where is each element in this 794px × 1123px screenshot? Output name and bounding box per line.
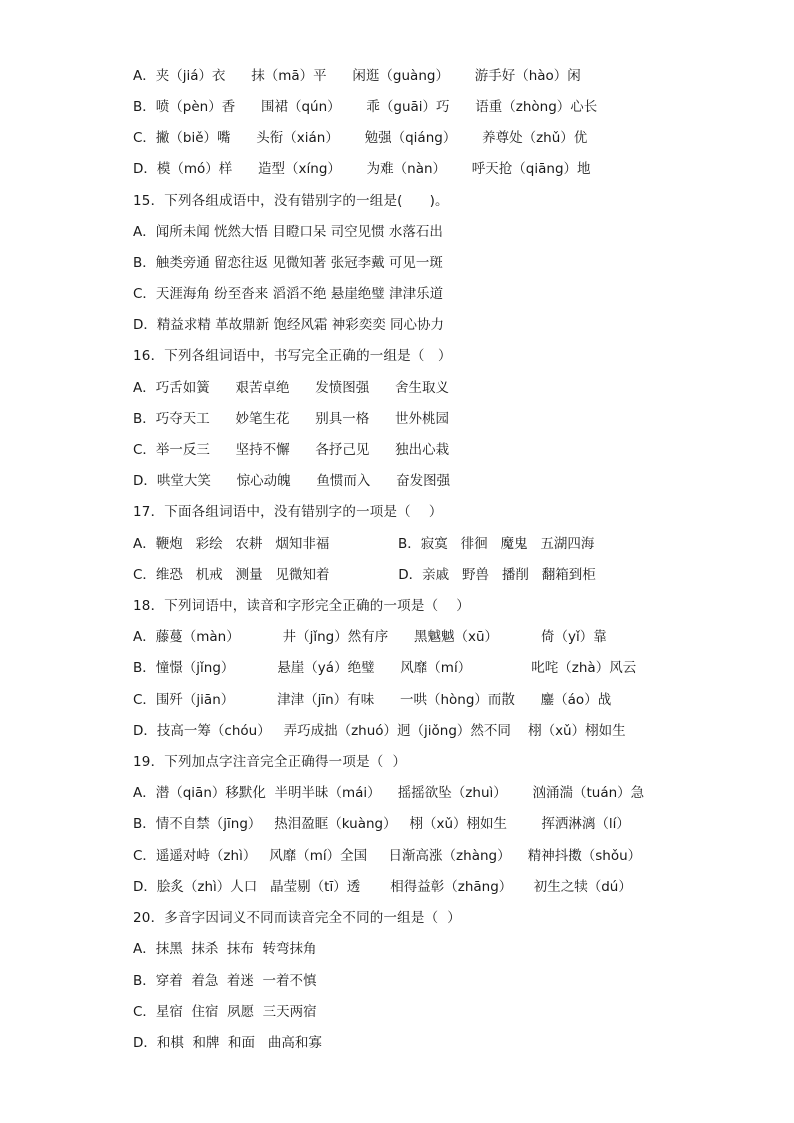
- question-20: 20．多音字因词义不同而读音完全不同的一组是（ ）: [133, 910, 461, 926]
- q19-option-c: C．遥遥对峙（zhì） 风靡（mí）全国 日渐高涨（zhàng） 精神抖擞（shǒu）: [133, 848, 642, 864]
- q19-option-a: A．潜（qiān）移默化 半明半昧（mái） 摇摇欲坠（zhuì） 汹涌湍（tuán）急: [133, 785, 645, 801]
- q16-option-d: D．哄堂大笑 惊心动魄 鱼惯而入 奋发图强: [133, 473, 451, 489]
- q20-option-b: B．穿着 着急 着迷 一着不慎: [133, 973, 317, 989]
- q15-option-d: D．精益求精 革故鼎新 饱经风霜 神彩奕奕 同心协力: [133, 317, 445, 333]
- q18-option-b: B．憧憬（jǐng） 悬崖（yá）绝璧 风靡（mí） 叱咤（zhà）风云: [133, 660, 637, 676]
- question-15: 15．下列各组成语中，没有错别字的一组是( )。: [133, 193, 449, 209]
- q19-option-b: B．情不自禁（jīng） 热泪盈眶（kuàng） 栩（xǔ）栩如生 挥洒淋漓（lí）: [133, 816, 630, 832]
- question-18: 18．下列词语中，读音和字形完全正确的一项是（ ）: [133, 598, 470, 614]
- q16-option-b: B．巧夺天工 妙笔生花 别具一格 世外桃园: [133, 411, 450, 427]
- q19-option-d: D．脍炙（zhì）人口 晶莹剔（tī）透 相得益彰（zhāng） 初生之犊（dú）: [133, 879, 632, 895]
- q15-option-c: C．天涯海角 纷至沓来 滔滔不绝 悬崖绝璧 津津乐道: [133, 286, 444, 302]
- q18-option-a: A．藤蔓（màn） 井（jǐng）然有序 黑魆魆（xū） 倚（yǐ）靠: [133, 629, 607, 645]
- q15-option-a: A．闻所未闻 恍然大悟 目瞪口呆 司空见惯 水落石出: [133, 224, 443, 240]
- q14-option-a: A．夹（jiá）衣 抹（mā）平 闲逛（guàng） 游手好（hào）闲: [133, 68, 581, 84]
- q14-option-d: D．模（mó）样 造型（xíng） 为难（nàn） 呼天抢（qiāng）地: [133, 161, 591, 177]
- question-16: 16．下列各组词语中，书写完全正确的一组是（ ）: [133, 348, 452, 364]
- q20-option-c: C．星宿 住宿 夙愿 三天两宿: [133, 1004, 317, 1020]
- q16-option-a: A．巧舌如簧 艰苦卓绝 发愤图强 舍生取义: [133, 380, 449, 396]
- q14-option-c: C．撇（biě）嘴 头衔（xián） 勉强（qiáng） 养尊处（zhǔ）优: [133, 130, 588, 146]
- question-17: 17．下面各组词语中，没有错别字的一项是（ ）: [133, 504, 443, 520]
- q17-options-ab: A．鞭炮 彩绘 农耕 烟知非福 B．寂寞 徘徊 魔鬼 五湖四海: [133, 536, 595, 552]
- q20-option-a: A．抹黑 抹杀 抹布 转弯抹角: [133, 941, 317, 957]
- question-19: 19．下列加点字注音完全正确得一项是（ ）: [133, 754, 407, 770]
- q16-option-c: C．举一反三 坚持不懈 各抒己见 独出心栽: [133, 442, 450, 458]
- q15-option-b: B．触类旁通 留恋往返 见微知著 张冠李戴 可见一斑: [133, 255, 443, 271]
- q18-option-d: D．技高一筹（chóu） 弄巧成拙（zhuó）迥（jiǒng）然不同 栩（xǔ）栩如生: [133, 723, 626, 739]
- q17-options-cd: C．维恐 机戒 测量 见微知着 D．亲戚 野兽 播削 翻箱到柜: [133, 567, 596, 583]
- q18-option-c: C．围歼（jiān） 津津（jīn）有味 一哄（hòng）而散 鏖（áo）战: [133, 692, 612, 708]
- q14-option-b: B．喷（pèn）香 围裙（qún） 乖（guāi）巧 语重（zhòng）心长: [133, 99, 598, 115]
- q20-option-d: D．和棋 和牌 和面 曲高和寡: [133, 1035, 322, 1051]
